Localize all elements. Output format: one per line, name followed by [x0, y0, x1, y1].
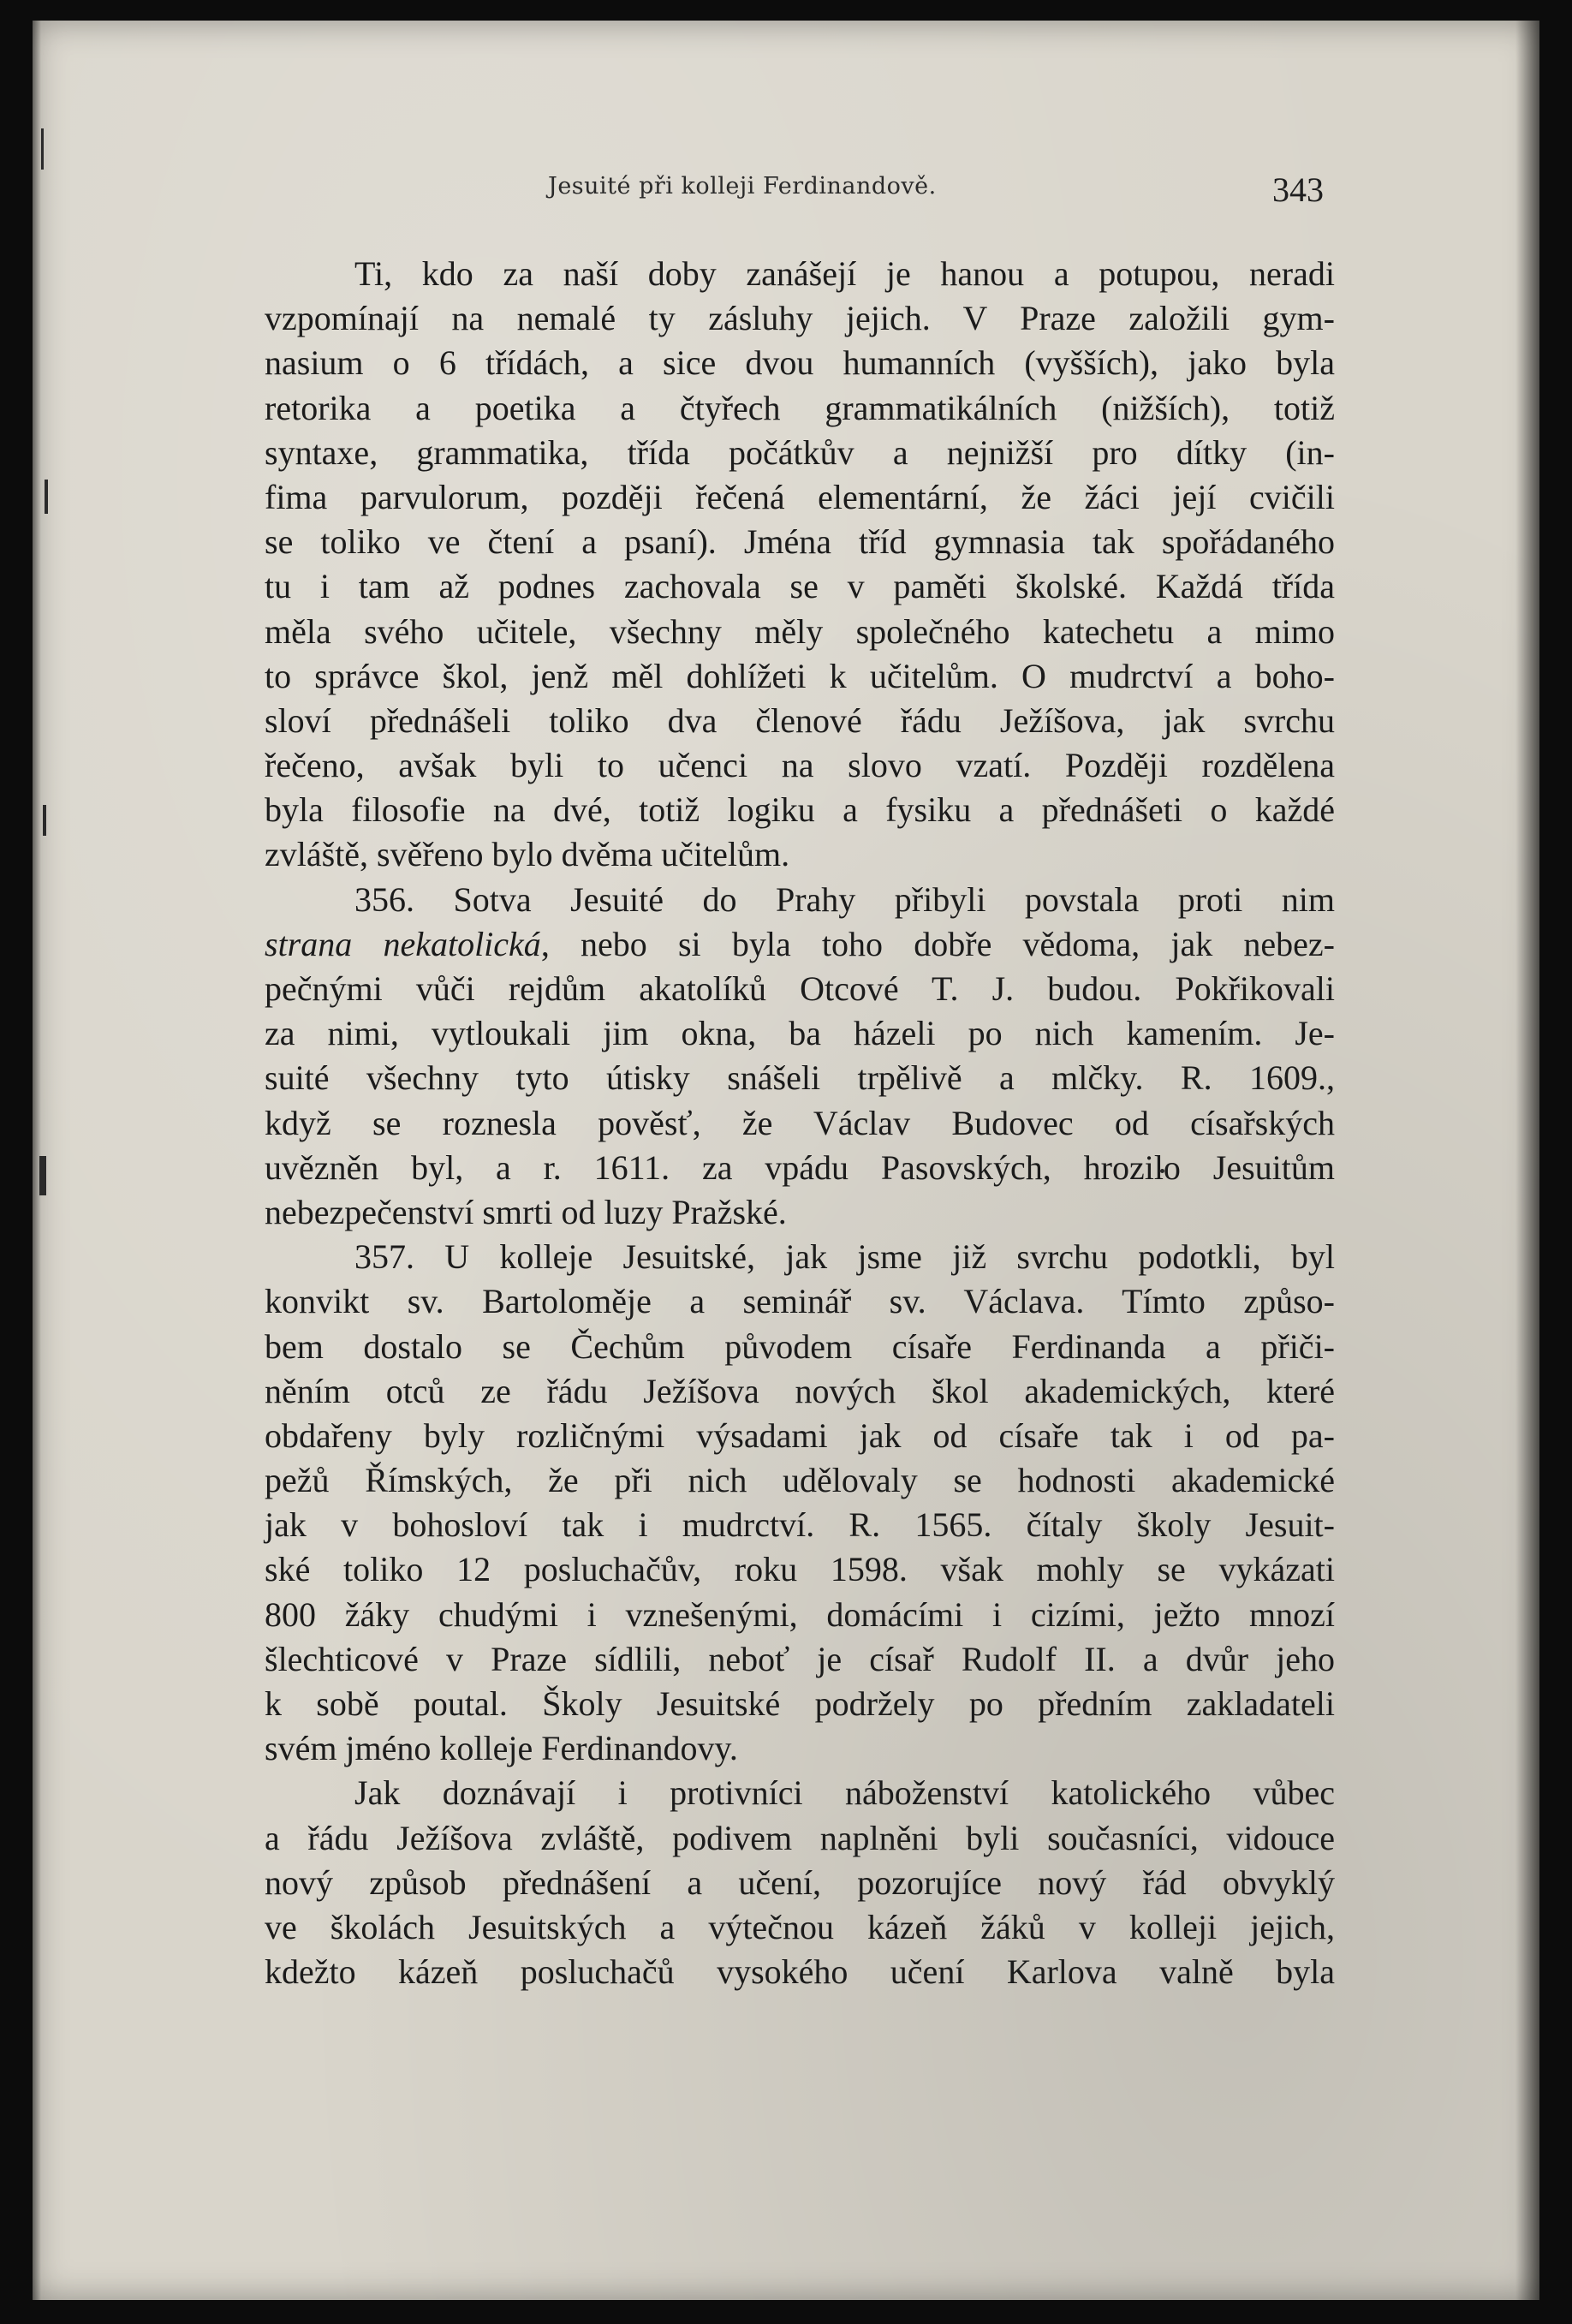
text-line: nebezpečenství smrti od luzy Pražské.	[265, 1192, 787, 1231]
text-line: kdežto kázeň posluchačů vysokého učení Karlova valně byla	[265, 1952, 1335, 1992]
text-line: 357. U kolleje Jesuitské, jak jsme již svrchu podotkli, byl	[354, 1237, 1335, 1277]
text-line: 800 žáky chudými i vznešenými, domácími i cizími, ježto mnozí	[265, 1594, 1335, 1634]
text-line: se toliko ve čtení a psaní). Jména tříd gymnasia tak spořádaného	[265, 522, 1335, 562]
running-head: Jesuité při kolleji Ferdinandově.	[548, 173, 937, 200]
text-line: obdařeny byly rozličnými výsadami jak od císaře tak i od pa-	[265, 1415, 1335, 1455]
text-line: Jak doznávají i protivníci náboženství katolického vůbec	[354, 1773, 1335, 1813]
text-line: uvězněn byl, a r. 1611. za vpádu Pasovských, hrozilo Jesuitům	[265, 1147, 1335, 1187]
text-line: ské toliko 12 posluchačův, roku 1598. však mohly se vykázati	[265, 1550, 1335, 1589]
text-line: 356. Sotva Jesuité do Prahy přibyli povstala proti nim	[354, 879, 1335, 919]
text-line: syntaxe, grammatika, třída počátkův a nejnižší pro dítky (in-	[265, 432, 1335, 472]
text-line: řečeno, avšak byli to učenci na slovo vzatí. Později rozdělena	[265, 746, 1335, 785]
text-line: pežů Římských, že při nich udělovaly se hodnosti akademické	[265, 1461, 1335, 1500]
text-line: byla filosofie na dvé, totiž logiku a fysiku a přednášeti o každé	[265, 790, 1335, 830]
margin-mark	[43, 805, 46, 836]
text-line: sloví přednášeli toliko dva členové řádu Ježíšova, jak svrchu	[265, 700, 1335, 740]
text-line: šlechticové v Praze sídlili, neboť je císař Rudolf II. a dvůr jeho	[265, 1639, 1335, 1678]
text-line: zvláště, svěřeno bylo dvěma učitelům.	[265, 835, 790, 874]
text-line: konvikt sv. Bartoloměje a seminář sv. Václava. Tímto způso-	[265, 1282, 1335, 1321]
text-line: fima parvulorum, později řečená elementární, že žáci její cvičili	[265, 477, 1335, 516]
text-line	[265, 922, 1335, 967]
text-line: to správce škol, jenž měl dohlížeti k učitelům. O mudrctví a boho-	[265, 656, 1335, 695]
text-line: svém jméno kolleje Ferdinandovy.	[265, 1729, 738, 1768]
text-line: suité všechny tyto útisky snášeli trpělivě a mlčky. R. 1609.,	[265, 1058, 1335, 1098]
italic-phrase: strana nekatolická	[265, 924, 541, 963]
text-line: k sobě poutal. Školy Jesuitské podržely po předním zakladateli	[265, 1684, 1335, 1723]
text-line: retorika a poetika a čtyřech grammatikálních (nižších), totiž	[265, 388, 1335, 427]
text-line: když se roznesla pověsť, že Václav Budovec od císařských	[265, 1103, 1335, 1142]
margin-mark	[39, 1156, 46, 1195]
text-line: tu i tam až podnes zachovala se v paměti školské. Každá třída	[265, 567, 1335, 606]
text-segment: , nebo si byla toho dobře vědoma, jak nebez-	[540, 924, 1335, 963]
text-line: nasium o 6 třídách, a sice dvou humanních (vyšších), jako byla	[265, 343, 1335, 383]
text-line: měla svého učitele, všechny měly společného katechetu a mimo	[265, 611, 1335, 651]
body-text	[265, 252, 1335, 1994]
margin-mark	[41, 128, 44, 170]
text-line: jak v bohosloví tak i mudrctví. R. 1565. čítaly školy Jesuit-	[265, 1505, 1335, 1545]
text-line: a řádu Ježíšova zvláště, podivem naplněni byli současníci, vidouce	[265, 1818, 1335, 1857]
text-line: nový způsob přednášení a učení, pozorujíce nový řád obvyklý	[265, 1862, 1335, 1902]
text-line: bem dostalo se Čechům původem císaře Ferdinanda a přiči-	[265, 1326, 1335, 1366]
text-line: vzpomínají na nemalé ty zásluhy jejich. V Praze založili gym-	[265, 299, 1335, 338]
text-line: za nimi, vytloukali jim okna, ba házeli po nich kamením. Je-	[265, 1014, 1335, 1053]
text-line: něním otců ze řádu Ježíšova nových škol akademických, které	[265, 1371, 1335, 1410]
text-line: ve školách Jesuitských a výtečnou kázeň žáků v kolleji jejich,	[265, 1907, 1335, 1946]
page-right-edge-shadow	[1515, 21, 1539, 2300]
text-line: Ti, kdo za naší doby zanášejí je hanou a potupou, neradi	[354, 254, 1335, 293]
page-number: 343	[1272, 170, 1324, 209]
margin-mark	[45, 480, 48, 514]
text-line: pečnými vůči rejdům akatolíků Otcové T. J. budou. Pokřikovali	[265, 969, 1335, 1008]
